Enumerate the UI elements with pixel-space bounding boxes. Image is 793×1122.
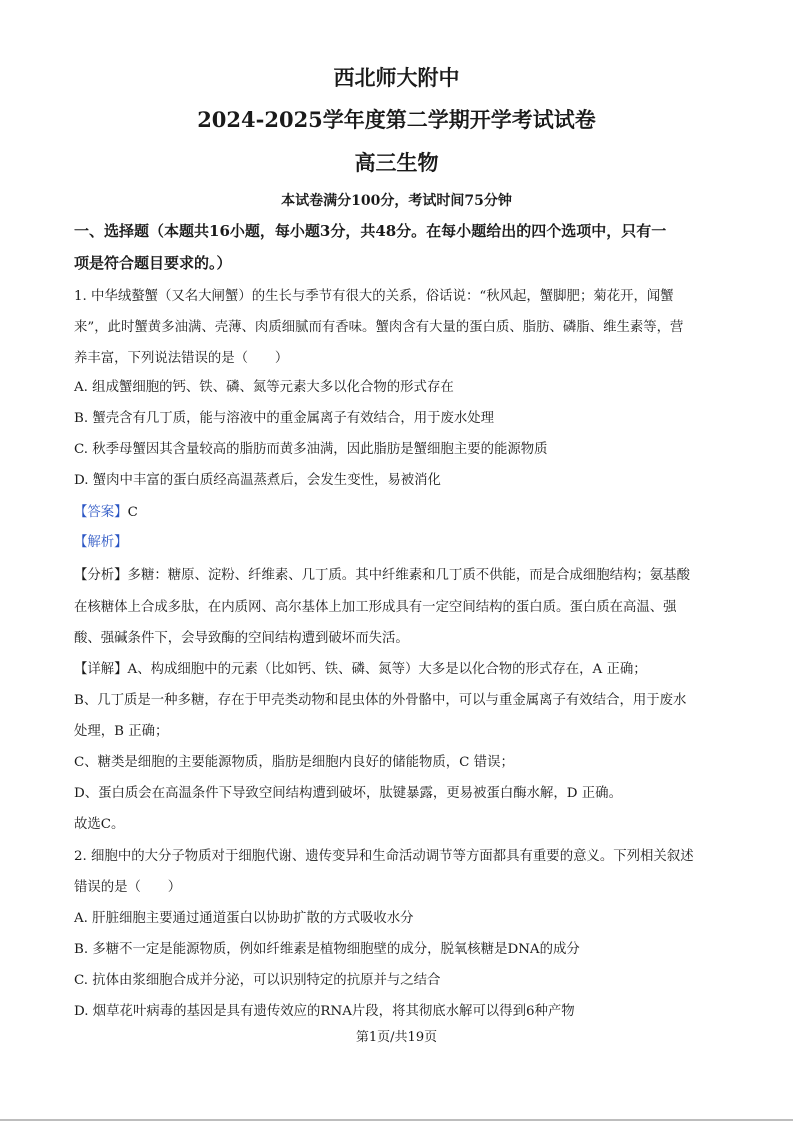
q2-option-b: B. 多糖不一定是能源物质，例如纤维素是植物细胞壁的成分，脱氧核糖是DNA的成分: [74, 942, 580, 957]
q2-stem-line1: 2. 细胞中的大分子物质对于细胞代谢、遗传变异和生命活动调节等方面都具有重要的意义。下列相关叙述: [74, 849, 694, 864]
exam-title: 2024-2025学年度第二学期开学考试试卷: [197, 107, 596, 132]
q1-fenxi-line3: 酸、强碱条件下，会导致酶的空间结构遭到破坏而失活。: [74, 631, 409, 646]
q2-option-a: A. 肝脏细胞主要通过通道蛋白以协助扩散的方式吸收水分: [74, 911, 414, 926]
exam-note: 本试卷满分100分，考试时间75分钟: [281, 193, 512, 209]
q1-fenxi-line2: 在核糖体上合成多肽，在内质网、高尔基体上加工形成具有一定空间结构的蛋白质。蛋白质在高温、强: [74, 600, 677, 615]
q1-xiangjie-line2: B、几丁质是一种多糖，存在于甲壳类动物和昆虫体的外骨骼中，可以与重金属离子有效结合，用于废水: [74, 693, 687, 708]
page-number: 第1页/共19页: [355, 1030, 438, 1045]
section-heading-line2: 项是符合题目要求的。）: [74, 254, 232, 272]
bottom-divider: [0, 1119, 793, 1121]
q1-stem-line1: 1. 中华绒螯蟹（又名大闸蟹）的生长与季节有很大的关系，俗话说：“秋风起，蟹脚肥；菊花开，闻蟹: [74, 289, 674, 304]
q1-stem-line3: 养丰富，下列说法错误的是（ ）: [74, 351, 289, 366]
q1-fenxi-line1: 【分析】多糖：糖原、淀粉、纤维素、几丁质。其中纤维素和几丁质不供能，而是合成细胞结构；氨基酸: [74, 568, 690, 583]
q1-option-b: B. 蟹壳含有几丁质，能与溶液中的重金属离子有效结合，用于废水处理: [74, 411, 495, 426]
section-heading-line1: 一、选择题（本题共16小题，每小题3分，共48分。在每小题给出的四个选项中，只有一: [74, 222, 667, 240]
q1-xiangjie-line1: 【详解】A、构成细胞中的元素（比如钙、铁、磷、氮等）大多是以化合物的形式存在，A 正确；: [74, 662, 647, 677]
answer-value: C: [127, 505, 138, 520]
q1-xiangjie-line4: C、糖类是细胞的主要能源物质，脂肪是细胞内良好的储能物质，C 错误；: [74, 755, 514, 770]
answer-tag: 【答案】: [74, 505, 128, 520]
q1-stem-line2: 来”，此时蟹黄多油满、壳薄、肉质细腻而有香味。蟹肉含有大量的蛋白质、脂肪、磷脂、维生素等，营: [74, 320, 684, 335]
q2-option-d: D. 烟草花叶病毒的基因是具有遗传效应的RNA片段，将其彻底水解可以得到6种产物: [74, 1004, 575, 1019]
subject-title: 高三生物: [354, 150, 439, 175]
q1-xiangjie-line5: D、蛋白质会在高温条件下导致空间结构遭到破坏，肽键暴露，更易被蛋白酶水解，D 正确。: [74, 786, 622, 801]
q1-option-a: A. 组成蟹细胞的钙、铁、磷、氮等元素大多以化合物的形式存在: [74, 380, 454, 395]
school-title: 西北师大附中: [333, 65, 460, 90]
q2-stem-line2: 错误的是（ ）: [74, 880, 182, 895]
q2-option-c: C. 抗体由浆细胞合成并分泌，可以识别特定的抗原并与之结合: [74, 973, 441, 988]
q1-xiangjie-line3: 处理，B 正确；: [74, 724, 169, 739]
q1-option-c: C. 秋季母蟹因其含量较高的脂肪而黄多油满，因此脂肪是蟹细胞主要的能源物质: [74, 442, 548, 457]
q1-analysis-tag: 【解析】: [74, 535, 128, 550]
q1-conclusion: 故选C。: [74, 817, 125, 832]
q1-option-d: D. 蟹肉中丰富的蛋白质经高温蒸煮后，会发生变性，易被消化: [74, 473, 441, 488]
q1-answer: [74, 503, 722, 523]
